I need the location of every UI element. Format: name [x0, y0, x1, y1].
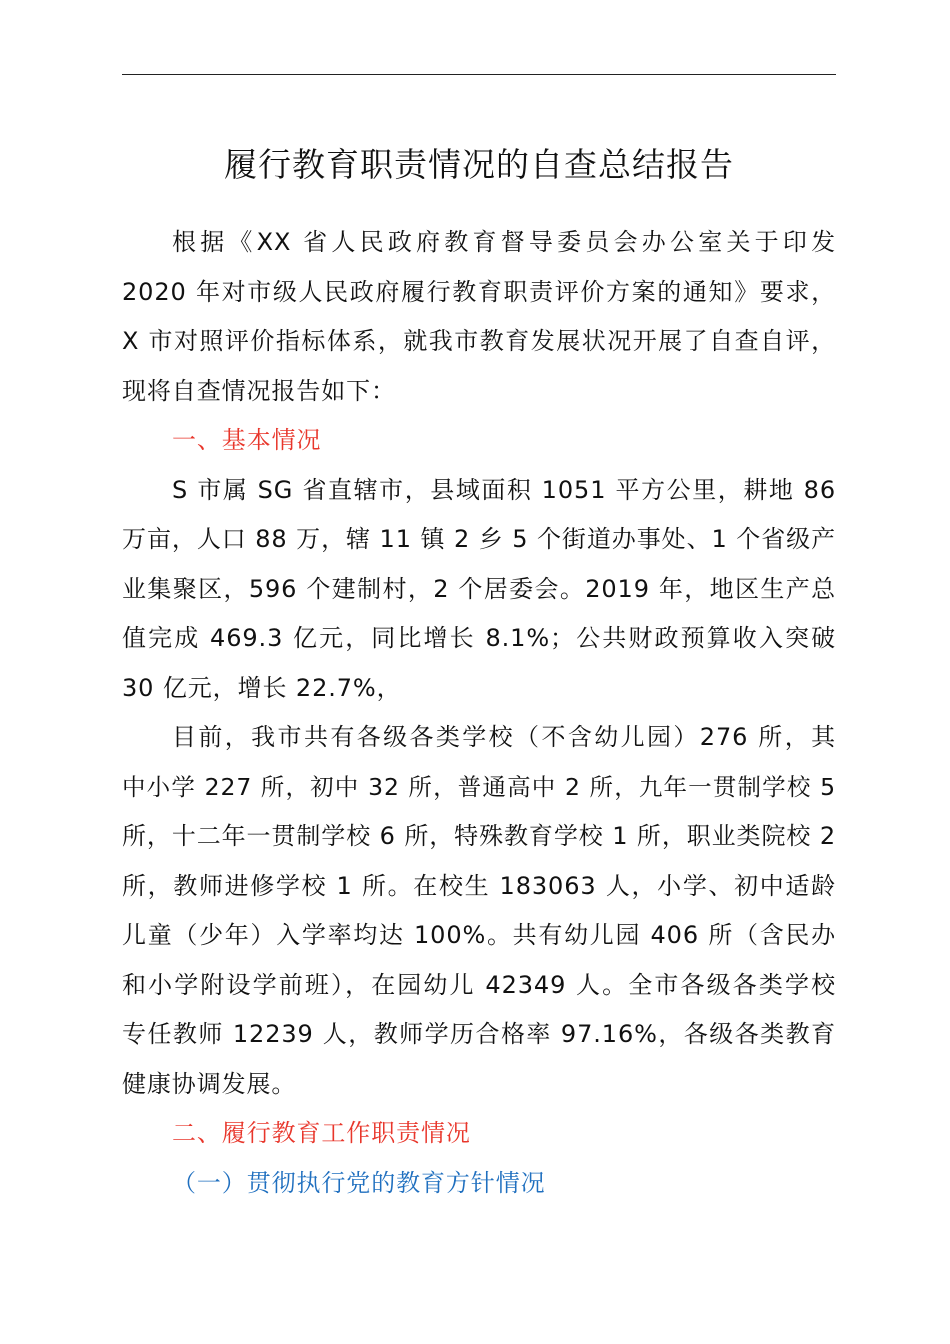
basic-info-paragraph: [122, 466, 836, 714]
basic-info-line: 万亩，人口 88 万，辖 11 镇 2 乡 5 个街道办事处、1 个省级产: [122, 525, 836, 553]
intro-paragraph: [122, 218, 836, 416]
intro-line: 根据《XX 省人民政府教育督导委员会办公室关于印发: [172, 228, 836, 256]
subsection-heading-policy: （一）贯彻执行党的教育方针情况: [172, 1168, 546, 1197]
intro-line: 2020 年对市级人民政府履行教育职责评价方案的通知》要求，: [122, 277, 836, 306]
basic-info-line: S 市属 SG 省直辖市，县域面积 1051 平方公里，耕地 86: [172, 475, 836, 504]
section-heading-basic: 一、基本情况: [172, 426, 322, 454]
section-heading-duties: 二、履行教育工作职责情况: [172, 1119, 471, 1147]
schools-info-line: 专任教师 12239 人，教师学历合格率 97.16%，各级各类教育: [122, 1020, 836, 1048]
header-rule: [122, 74, 836, 75]
intro-line: X 市对照评价指标体系，就我市教育发展状况开展了自查自评，: [122, 327, 836, 355]
document-body: [122, 218, 836, 1208]
schools-info-line: 儿童（少年）入学率均达 100%。共有幼儿园 406 所（含民办: [122, 921, 836, 949]
document-title: 履行教育职责情况的自查总结报告: [224, 145, 734, 184]
intro-line: 现将自查情况报告如下：: [122, 376, 396, 405]
basic-info-line: 30 亿元，增长 22.7%，: [122, 673, 402, 702]
schools-info-line: 中小学 227 所，初中 32 所，普通高中 2 所，九年一贯制学校 5: [122, 772, 836, 801]
schools-info-line: 目前，我市共有各级各类学校（不含幼儿园）276 所，其: [172, 723, 836, 751]
schools-info-line: 健康协调发展。: [122, 1069, 297, 1098]
schools-info-line: 所，十二年一贯制学校 6 所，特殊教育学校 1 所，职业类院校 2: [122, 822, 836, 850]
schools-info-paragraph: [122, 713, 836, 1109]
basic-info-line: 值完成 469.3 亿元，同比增长 8.1%；公共财政预算收入突破: [122, 624, 836, 652]
schools-info-line: 和小学附设学前班），在园幼儿 42349 人。全市各级各类学校: [122, 970, 836, 999]
basic-info-line: 业集聚区，596 个建制村，2 个居委会。2019 年，地区生产总: [122, 574, 836, 603]
schools-info-line: 所，教师进修学校 1 所。在校生 183063 人，小学、初中适龄: [122, 871, 836, 900]
